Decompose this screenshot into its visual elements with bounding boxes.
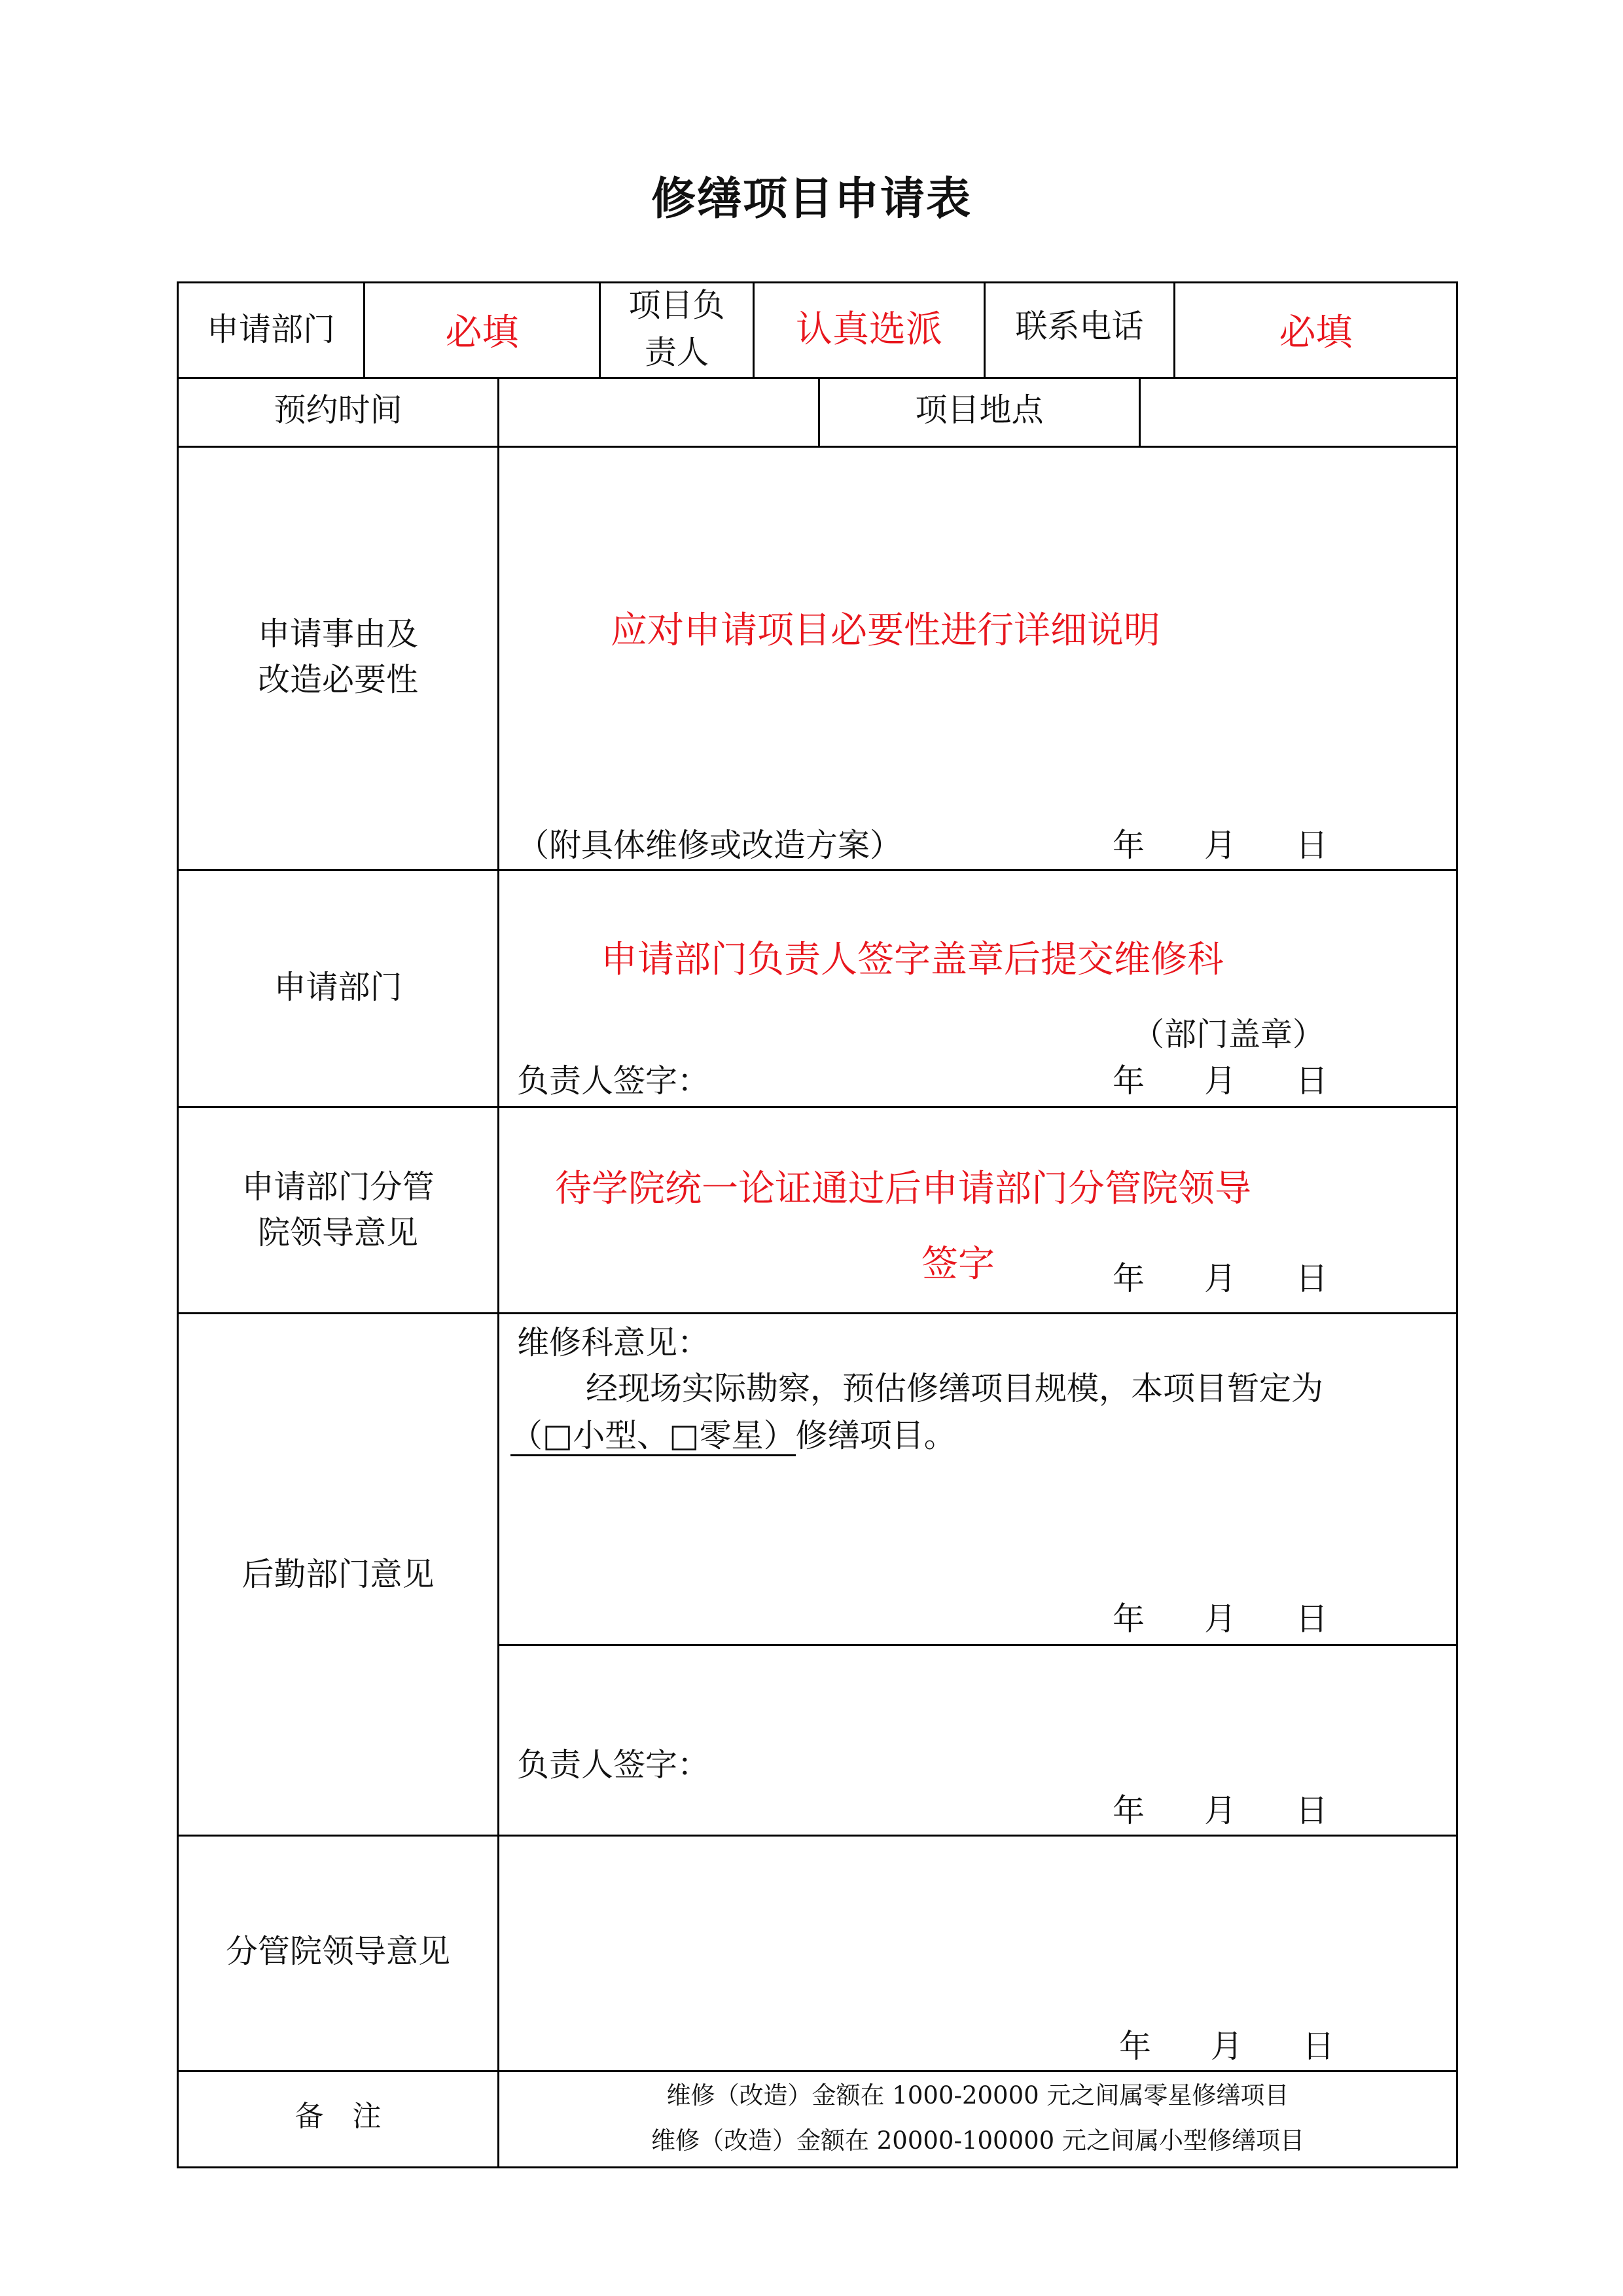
dept-seal-note: （部门盖章） [1132,1016,1325,1053]
vice-opinion-date[interactable] [1119,2024,1334,2070]
month-label: 月 [1204,827,1237,864]
phone-value[interactable]: 必填 [1279,312,1353,354]
column-divider [497,377,499,2168]
day-label: 日 [1296,1062,1329,1100]
year-label: 年 [1113,1260,1145,1297]
phone-label: 联系电话 [1015,308,1144,345]
dept-sign-date[interactable] [1113,1059,1328,1104]
remarks-line2: 维修（改造）金额在 20000-100000 元之间属小型修缮项目 [651,2126,1304,2155]
survey-text: 经现场实际勘察，预估修缮项目规模，本项目暂定为 [586,1370,1324,1407]
day-label: 日 [1296,1260,1329,1297]
attachment-note: （附具体维修或改造方案） [517,827,902,864]
day-label: 日 [1296,1600,1329,1638]
month-label: 月 [1204,1260,1237,1297]
row-divider [177,1106,1458,1108]
scale-suffix: 修缮项目。 [795,1417,956,1454]
remarks-line1: 维修（改造）金额在 1000-20000 元之间属零星修缮项目 [666,2081,1289,2109]
day-label: 日 [1296,1792,1329,1829]
reason-label-line1: 申请事由及 [257,615,418,653]
location-label: 项目地点 [915,391,1044,429]
vice-opinion-label: 分管院领导意见 [225,1933,450,1970]
scale-line [510,1414,956,1459]
dept-label: 申请部门 [206,311,335,348]
row-divider [177,2070,1458,2072]
repair-dept-date[interactable] [1113,1597,1328,1642]
month-label: 月 [1204,1600,1237,1638]
row-divider [177,1835,1458,1837]
dept-sign-label: 申请部门 [274,969,402,1006]
day-label: 日 [1302,2028,1335,2065]
leader-opinion-hint-line1[interactable]: 待学院统一论证通过后申请部门分管院领导 [555,1168,1251,1210]
year-label: 年 [1113,827,1145,864]
column-divider [1139,377,1141,447]
day-label: 日 [1296,827,1329,864]
year-label: 年 [1113,1062,1145,1100]
leader-value[interactable]: 认真选派 [796,308,942,351]
scale-options[interactable]: （□小型、□零星） [510,1417,796,1456]
reason-label-line2: 改造必要性 [257,661,418,698]
logistics-label: 后勤部门意见 [241,1556,435,1593]
remarks-label: 备 注 [294,2100,382,2133]
dept-signer-label: 负责人签字： [517,1062,710,1100]
time-label: 预约时间 [274,391,402,429]
leader-opinion-label-line2: 院领导意见 [257,1214,418,1251]
form-title: 修缮项目申请表 [651,173,972,225]
table-border-bottom [177,2166,1458,2168]
row-divider [177,446,1458,448]
row-divider [177,377,1458,379]
logistics-signer-label: 负责人签字： [517,1746,710,1784]
repair-dept-label: 维修科意见： [517,1324,710,1361]
leader-label-line1: 项目负 [628,287,725,324]
month-label: 月 [1204,1062,1237,1100]
dept-sign-hint[interactable]: 申请部门负责人签字盖章后提交维修科 [601,939,1224,981]
leader-opinion-date[interactable] [1113,1257,1328,1302]
year-label: 年 [1113,1600,1145,1638]
year-label: 年 [1113,1792,1145,1829]
month-label: 月 [1211,2028,1243,2065]
dept-value[interactable]: 必填 [445,312,519,354]
row-divider [177,869,1458,871]
table-border-top [177,281,1458,283]
logistics-sign-date[interactable] [1113,1789,1328,1834]
row-divider [177,1312,1458,1314]
table-border-right [1456,281,1458,2168]
row-divider [497,1644,1458,1646]
year-label: 年 [1119,2028,1152,2065]
leader-label-line2: 责人 [644,334,709,371]
reason-hint[interactable]: 应对申请项目必要性进行详细说明 [611,609,1160,652]
reason-date[interactable] [1113,823,1328,869]
leader-opinion-hint-line2[interactable]: 签字 [921,1243,995,1285]
leader-opinion-label-line1: 申请部门分管 [241,1168,435,1206]
month-label: 月 [1204,1792,1237,1829]
